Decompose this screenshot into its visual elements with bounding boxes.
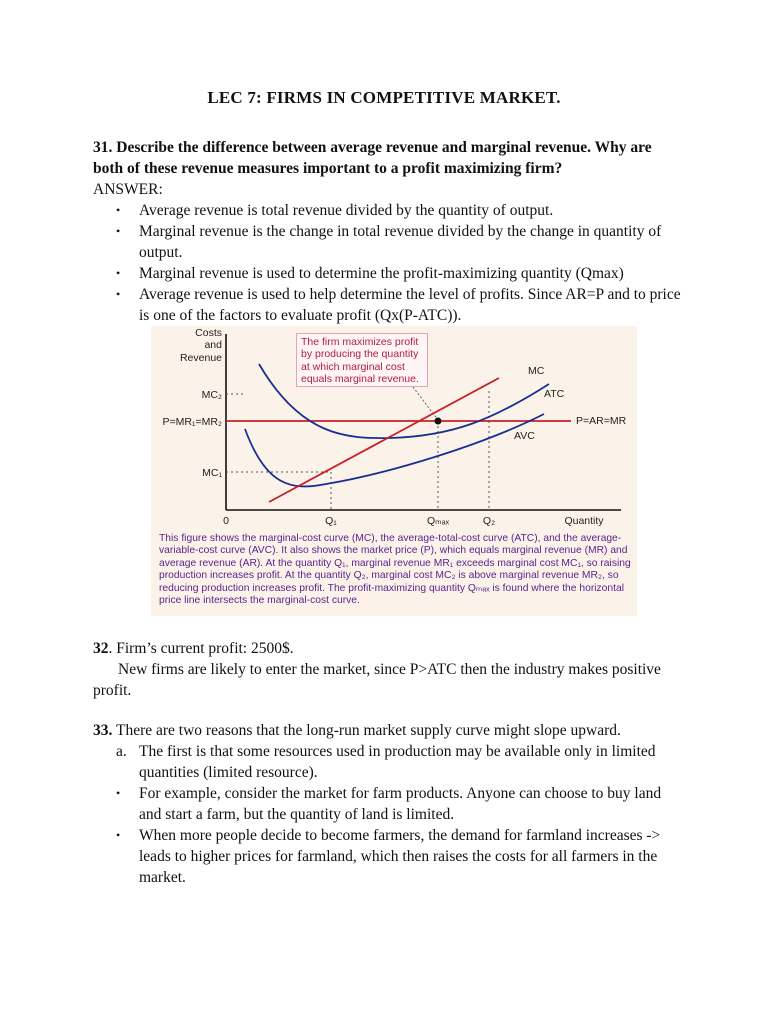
q1-label: Q₁ — [325, 515, 337, 527]
question-33-line — [93, 720, 683, 741]
y-axis-label-and: and — [204, 339, 222, 351]
list-item: • Marginal revenue is used to determine the profit-maximizing quantity (Qmax) — [93, 263, 683, 284]
question-33-list — [93, 741, 683, 888]
mc-curve-label: MC — [528, 365, 545, 377]
question-31 — [93, 137, 683, 326]
profit-max-point — [435, 418, 442, 425]
qmax-label: Qₘₐₓ — [426, 515, 450, 527]
y-axis-label-costs: Costs — [195, 327, 222, 339]
figure-caption: This figure shows the marginal-cost curve (MC), the average-total-cost curve (ATC), and the average-variable-cost curve (AVC). It also shows the market price (P), which equals marginal revenue (MR) and average revenue (AR). At the quantity Q₁, marginal revenue MR₁ exceeds marginal cost MC₁, so raising production increases profit. At the quantity Q₂, marginal cost MC₂ is above marginal revenue MR₂, so reducing production increases profit. The profit-maximizing quantity Qₘₐₓ is found where the horizontal price line intersects the marginal-cost curve. — [159, 533, 631, 607]
question-32-explanation: New firms are likely to enter the market, since P>ATC then the industry makes positive profit. — [93, 661, 661, 699]
question-32-line — [93, 638, 683, 659]
mc-curve — [269, 378, 499, 502]
question-33-number: 33. — [93, 722, 113, 739]
question-31-prompt: Describe the difference between average revenue and marginal revenue. Why are both of these revenue measures important to a profit maximizing firm? — [93, 139, 652, 177]
x-axis-label: Quantity — [564, 515, 604, 527]
mc1-label: MC₁ — [202, 467, 222, 479]
y-axis-label-revenue: Revenue — [179, 352, 222, 364]
callout-box: The firm maximizes profit by producing the quantity at which marginal cost equals marginal revenue. — [296, 333, 428, 387]
question-33 — [93, 720, 683, 888]
callout-pointer — [413, 387, 438, 420]
list-item: • Average revenue is used to help determine the level of profits. Since AR=P and to price is one of the factors to evaluate profit (Qx(P-ATC)). — [93, 284, 683, 326]
question-32-number: 32 — [93, 640, 109, 657]
avc-curve — [245, 414, 544, 486]
q2-label: Q₂ — [482, 515, 496, 527]
answer-label: ANSWER: — [93, 181, 163, 198]
page-title: LEC 7: FIRMS IN COMPETITIVE MARKET. — [207, 88, 561, 107]
avc-curve-label: AVC — [514, 430, 535, 442]
mc2-label: MC₂ — [201, 389, 222, 401]
question-31-text — [93, 137, 683, 179]
question-32-profit: . Firm’s current profit: 2500$. — [108, 640, 294, 657]
list-item: • Marginal revenue is the change in total revenue divided by the change in quantity of output. — [93, 221, 683, 263]
origin-label: 0 — [223, 515, 229, 527]
price-line-label: P=AR=MR — [576, 415, 627, 427]
answer-list — [93, 200, 683, 326]
question-31-number: 31. — [93, 139, 113, 156]
list-item: • For example, consider the market for farm products. Anyone can choose to buy land and start a farm, but the quantity of land is limited. — [93, 783, 683, 825]
list-item: • Average revenue is total revenue divided by the quantity of output. — [93, 200, 683, 221]
atc-curve-label: ATC — [544, 388, 565, 400]
cost-curves-figure — [151, 326, 637, 616]
list-item: • When more people decide to become farmers, the demand for farmland increases -> leads to higher prices for farmland, which then raises the costs for all farmers in the market. — [93, 825, 683, 888]
item-a-text: The first is that some resources used in production may be available only in limited quantities (limited resource). — [139, 743, 656, 781]
question-32 — [93, 638, 683, 701]
price-label: P=MR₁=MR₂ — [162, 416, 222, 428]
item-a-marker: a. — [116, 743, 127, 760]
question-33-intro: There are two reasons that the long-run market supply curve might slope upward. — [112, 722, 621, 739]
list-item-a — [93, 741, 683, 783]
